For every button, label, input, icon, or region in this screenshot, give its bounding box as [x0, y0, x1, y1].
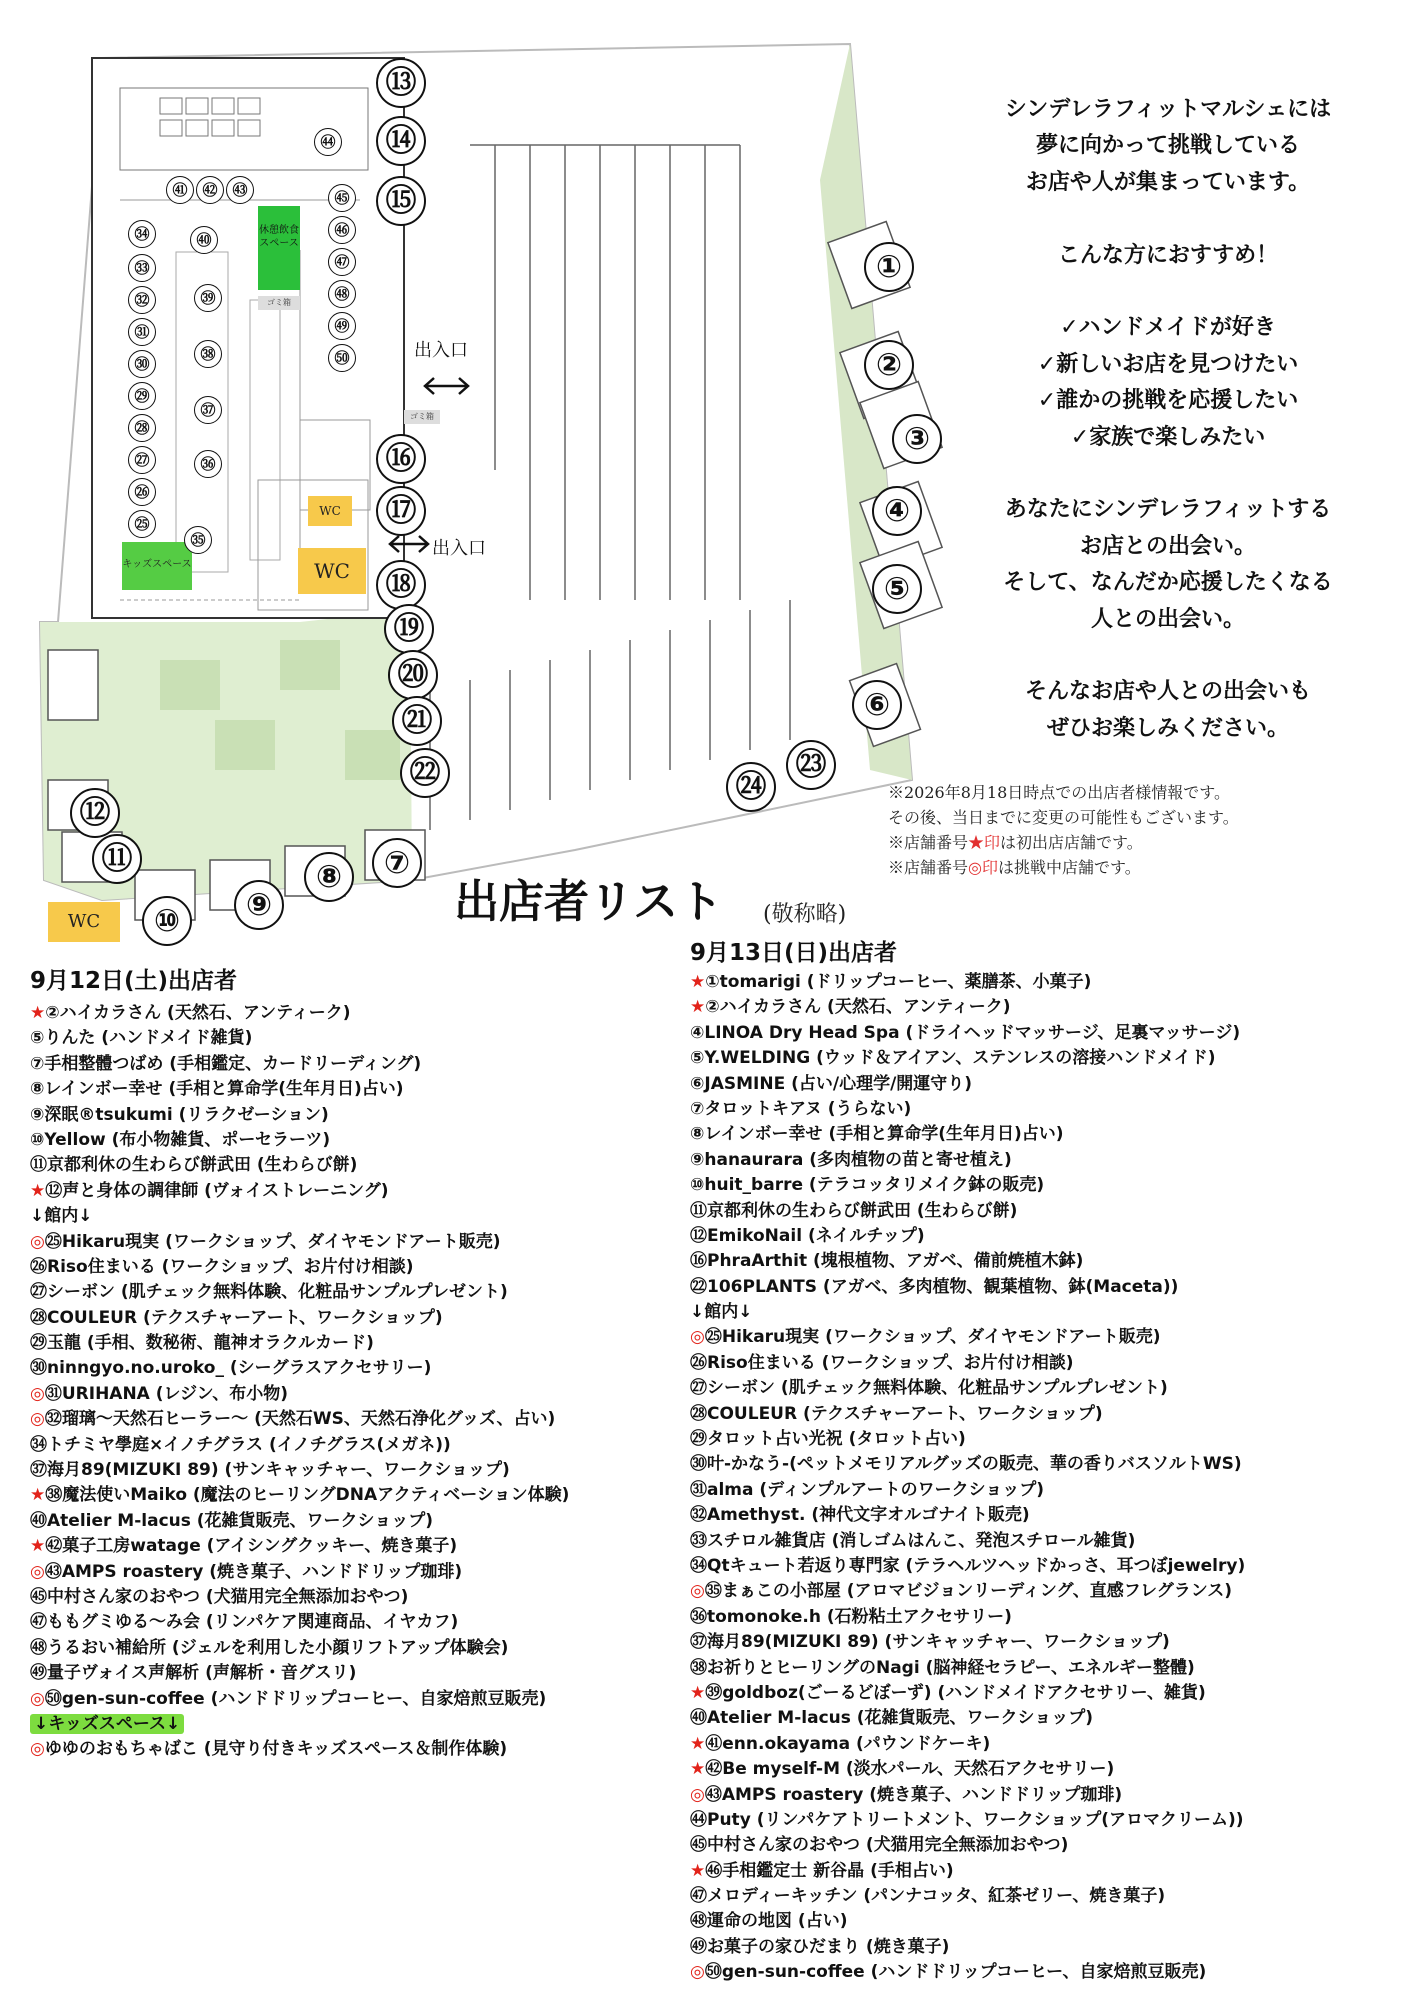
intro-line: こんな方におすすめ！ — [1057, 242, 1279, 268]
vendor-entry — [30, 1636, 680, 1661]
vendor-text: ㉙玉龍 (手相、数秘術、龍神オラクルカード) — [30, 1333, 374, 1354]
intro-line: お店との出会い。 — [1079, 533, 1256, 559]
vendor-entry — [690, 1783, 1400, 1808]
vendor-entry — [690, 1325, 1400, 1350]
vendor-text: ㊷菓子工房watage (アイシングクッキー、焼き菓子) — [45, 1536, 458, 1557]
vendor-text: ㊼ももグミゆる〜み会 (リンパケア関連商品、イヤカフ) — [30, 1612, 459, 1633]
vendor-entry — [690, 1681, 1400, 1706]
vendor-text: ㊸AMPS roastery (焼き菓子、ハンドドリップ珈琲) — [44, 1561, 463, 1582]
vendor-entry — [690, 1249, 1400, 1274]
vendor-text: ㉖Riso住まいる (ワークショップ、お片付け相談) — [690, 1352, 1074, 1373]
note-line: ※2026年8月18日時点での出店者様情報です。 — [888, 783, 1230, 802]
rest-eating-space: 休憩飲食スペース — [258, 206, 300, 290]
intro-line: そして、なんだか応援したくなる — [1003, 570, 1333, 596]
day1-heading: 9月12日(土)出店者 — [30, 968, 238, 994]
indoor-stall-marker: ㊲ — [194, 396, 222, 424]
vendor-entry — [30, 1103, 680, 1128]
indoor-stall-marker: ㉛ — [128, 318, 156, 346]
wc-large: WC — [298, 548, 366, 594]
indoor-stall-marker: ㊱ — [194, 450, 222, 478]
vendor-entry — [690, 1097, 1400, 1122]
challenge-shop-mark: ◎ — [690, 1581, 705, 1602]
vendor-text: ㊿gen-sun-coffee (ハンドドリップコーヒー、自家焙煎豆販売) — [704, 1962, 1207, 1983]
challenge-shop-mark: ◎ — [30, 1383, 45, 1404]
entrance-label-2: 出入口 — [432, 538, 486, 559]
vendor-text: ㊲海月89(MIZUKI 89) (サンキャッチャー、ワークショップ) — [30, 1460, 510, 1481]
indoor-stall-marker: ㉜ — [128, 286, 156, 314]
vendor-entry — [690, 1808, 1400, 1833]
challenge-shop-mark: ◎ — [690, 1784, 705, 1805]
indoor-stall-marker: ㊶ — [166, 176, 194, 204]
vendor-text: ㊻手相鑑定士 新谷晶 (手相占い) — [705, 1860, 954, 1881]
new-shop-mark: ★ — [690, 997, 706, 1018]
vendor-entry — [690, 1605, 1400, 1630]
indoor-stall-marker: ㊴ — [194, 284, 222, 312]
new-mark-legend: ★印 — [968, 833, 1001, 852]
new-shop-mark: ★ — [690, 1759, 706, 1780]
vendor-text: ㊺中村さん家のおやつ (犬猫用完全無添加おやつ) — [30, 1586, 409, 1607]
vendor-entry — [30, 1509, 680, 1534]
stall-marker: ㉓ — [786, 740, 836, 790]
vendor-entry — [30, 1661, 680, 1686]
vendor-entry — [30, 1458, 680, 1483]
indoor-stall-marker: ㉖ — [128, 478, 156, 506]
stall-marker: ⑲ — [384, 604, 434, 654]
vendor-entry — [690, 1478, 1400, 1503]
vendor-entry — [690, 970, 1400, 995]
vendor-entry — [30, 1407, 680, 1432]
stall-marker: ⑳ — [388, 650, 438, 700]
indoor-stall-marker: ㉝ — [128, 254, 156, 282]
new-shop-mark: ★ — [30, 1003, 46, 1023]
vendor-entry — [690, 1859, 1400, 1884]
title-suffix: (敬称略) — [763, 902, 847, 927]
new-shop-mark: ★ — [690, 972, 706, 992]
stall-marker: ① — [864, 242, 914, 292]
stall-marker: ⑥ — [852, 680, 902, 730]
vendor-entry — [690, 1630, 1400, 1655]
vendor-entry — [690, 1757, 1400, 1782]
intro-line: ぜひお楽しみください。 — [1046, 715, 1289, 741]
vendor-text: ㊴goldboz(ごーるどぼーず) (ハンドメイドアクセサリー、雑貨) — [705, 1682, 1206, 1703]
intro-line: ✓家族で楽しみたい — [1070, 424, 1266, 450]
vendor-entry — [30, 1585, 680, 1610]
vendor-text: ㊳魔法使いMaiko (魔法のヒーリングDNAアクティベーション体験) — [45, 1485, 570, 1506]
trash-bin-2: ゴミ箱 — [404, 410, 440, 424]
vendor-text: ㉘COULEUR (テクスチャーアート、ワークショップ) — [690, 1403, 1103, 1424]
vendor-entry — [690, 1148, 1400, 1173]
vendor-entry — [30, 1026, 680, 1051]
vendor-text: ⑨hanaurara (多肉植物の苗と寄せ植え) — [690, 1149, 1012, 1170]
wc-outdoor: WC — [48, 902, 120, 942]
vendor-entry — [690, 1935, 1400, 1960]
vendor-entry — [690, 1732, 1400, 1757]
vendor-entry — [30, 1534, 680, 1559]
indoor-stall-marker: ㉟ — [184, 526, 212, 554]
vendor-entry — [690, 1402, 1400, 1427]
vendor-entry — [30, 1153, 680, 1178]
indoor-stall-marker: ㉞ — [128, 220, 156, 248]
stall-marker: ④ — [872, 486, 922, 536]
vendor-text: ⑩huit_barre (テラコッタリメイク鉢の販売) — [690, 1175, 1045, 1196]
vendor-entry — [30, 1077, 680, 1102]
indoor-stall-marker: ㊷ — [196, 176, 224, 204]
vendor-entry — [690, 1072, 1400, 1097]
vendor-text: ㉙タロット占い光祝 (タロット占い) — [690, 1429, 966, 1450]
vendor-text: ↓館内↓ — [690, 1302, 753, 1323]
stall-marker: ⑦ — [372, 838, 422, 888]
indoor-stall-marker: ㉚ — [128, 350, 156, 378]
vendor-entry — [690, 995, 1400, 1020]
vendor-text: ㉜Amethyst. (神代文字オルゴナイト販売) — [690, 1505, 1030, 1526]
vendor-text: ㊲海月89(MIZUKI 89) (サンキャッチャー、ワークショップ) — [690, 1632, 1170, 1653]
vendor-text: ㉛alma (ディンプルアートのワークショップ) — [690, 1479, 1045, 1500]
new-shop-mark: ★ — [690, 1860, 706, 1881]
vendor-entry — [30, 1052, 680, 1077]
vendor-entry — [30, 1483, 680, 1508]
intro-line — [948, 274, 1388, 310]
vendor-entry — [690, 1376, 1400, 1401]
vendor-entry — [690, 1199, 1400, 1224]
intro-line: ✓誰かの挑戦を応援したい — [1037, 388, 1299, 414]
vendor-text: ㉒106PLANTS (アガベ、多肉植物、観葉植物、鉢(Maceta)) — [690, 1276, 1179, 1297]
vendor-entry — [30, 1001, 680, 1026]
indoor-stall-marker: ㉘ — [128, 414, 156, 442]
vendor-text: ㊸AMPS roastery (焼き菓子、ハンドドリップ珈琲) — [704, 1784, 1123, 1805]
vendor-entry — [690, 1122, 1400, 1147]
stall-marker: ⑯ — [376, 434, 426, 484]
vendor-text: ⑤Y.WELDING (ウッド＆アイアン、ステンレスの溶接ハンドメイド) — [690, 1048, 1216, 1069]
vendor-text: ㊽運命の地図 (占い) — [690, 1911, 848, 1932]
stall-marker: ⑬ — [376, 58, 426, 108]
vendor-entry — [690, 1021, 1400, 1046]
vendor-text: ㊶enn.okayama (パウンドケーキ) — [705, 1733, 991, 1754]
vendor-entry — [30, 1433, 680, 1458]
vendor-text: ㊾量子ヴォイス声解析 (声解析・音グスリ) — [30, 1663, 357, 1684]
vendor-text: ㉞トチミヤ學庭×イノチグラス (イノチグラス(メガネ)) — [30, 1434, 451, 1455]
vendor-text: ㉞Qtキュート若返り専門家 (テラヘルツヘッドかっさ、耳つぼjewelry) — [690, 1555, 1246, 1576]
vendor-text: ㊾お菓子の家ひだまり (焼き菓子) — [690, 1936, 950, 1957]
vendor-entry — [690, 1173, 1400, 1198]
challenge-shop-mark: ◎ — [30, 1409, 45, 1430]
vendor-text: ⑪京都利休の生わらび餅武田 (生わらび餅) — [30, 1155, 358, 1176]
stall-marker: ㉒ — [400, 748, 450, 798]
kids-space: キッズスペース — [122, 542, 192, 590]
vendor-entry — [690, 1452, 1400, 1477]
vendor-entry — [690, 1909, 1400, 1934]
vendor-entry — [690, 1503, 1400, 1528]
vendor-text: ㊷Be myself-M (淡水パール、天然石アクセサリー) — [705, 1759, 1115, 1780]
vendor-entry — [30, 1128, 680, 1153]
stall-marker: ㉔ — [726, 762, 776, 812]
vendor-text: ㉚ninngyo.no.uroko_ (シーグラスアクセサリー) — [30, 1358, 432, 1379]
new-shop-mark: ★ — [690, 1682, 706, 1703]
vendor-entry — [30, 1179, 680, 1204]
vendor-text: ㉕Hikaru現実 (ワークショップ、ダイヤモンドアート販売) — [704, 1327, 1161, 1348]
vendor-entry — [30, 1255, 680, 1280]
vendor-text: ㊳お祈りとヒーリングのNagi (脳神経セラピー、エネルギー整體) — [690, 1657, 1195, 1678]
vendor-text: ⑥JASMINE (占い/心理学/開運守り) — [690, 1073, 973, 1094]
vendor-text: ㊵Atelier M-lacus (花雑貨販売、ワークショップ) — [690, 1708, 1093, 1729]
vendor-text: ㉖Riso住まいる (ワークショップ、お片付け相談) — [30, 1256, 414, 1277]
stall-marker: ⑮ — [376, 176, 426, 226]
challenge-shop-mark: ◎ — [690, 1327, 705, 1348]
vendor-entry — [30, 1230, 680, 1255]
indoor-stall-marker: ㊹ — [314, 128, 342, 156]
vendor-entry — [690, 1224, 1400, 1249]
vendor-text: ㉘COULEUR (テクスチャーアート、ワークショップ) — [30, 1307, 443, 1328]
vendor-entry — [30, 1306, 680, 1331]
day1-vendor-list — [30, 1001, 680, 1763]
challenge-shop-mark: ◎ — [30, 1561, 45, 1582]
indoor-stall-marker: ㊽ — [328, 280, 356, 308]
vendor-text: ↓キッズスペース↓ — [30, 1714, 184, 1734]
vendor-entry — [30, 1280, 680, 1305]
vendor-text: ㊿gen-sun-coffee (ハンドドリップコーヒー、自家焙煎豆販売) — [44, 1688, 547, 1709]
vendor-text: ⑫EmikoNail (ネイルチップ) — [690, 1225, 925, 1246]
vendor-text: ⑪京都利休の生わらび餅武田 (生わらび餅) — [690, 1200, 1018, 1221]
trash-bin-1: ゴミ箱 — [258, 296, 300, 310]
intro-message — [948, 92, 1388, 747]
vendor-text: ⑯PhraArthit (塊根植物、アガベ、備前焼植木鉢) — [690, 1251, 1084, 1272]
vendor-text: ⑦タロットキアヌ (うらない) — [690, 1098, 912, 1119]
vendor-entry — [690, 1427, 1400, 1452]
new-shop-mark: ★ — [690, 1733, 706, 1754]
intro-line: シンデレラフィットマルシェには — [1004, 97, 1332, 122]
stall-marker: ③ — [892, 414, 942, 464]
vendor-text: ㉗シーボン (肌チェック無料体験、化粧品サンプルプレゼント) — [690, 1378, 1168, 1399]
vendor-text: ④LINOA Dry Head Spa (ドライヘッドマッサージ、足裏マッサージ) — [690, 1022, 1241, 1043]
vendor-entry — [30, 1356, 680, 1381]
vendor-entry — [30, 1560, 680, 1585]
indoor-stall-marker: ㊵ — [190, 226, 218, 254]
vendor-text: ⑤りんた (ハンドメイド雑貨) — [30, 1028, 253, 1049]
vendor-entry — [690, 1046, 1400, 1071]
vendor-entry — [30, 1382, 680, 1407]
vendor-text: ㉝スチロル雑貨店 (消しゴムはんこ、発泡スチロール雑貨) — [690, 1530, 1136, 1551]
stall-marker: ㉑ — [392, 696, 442, 746]
stall-marker: ⑩ — [142, 896, 192, 946]
page-title: 出店者リスト — [454, 875, 724, 928]
vendor-entry — [690, 1579, 1400, 1604]
vendor-entry — [30, 1331, 680, 1356]
new-shop-mark: ★ — [30, 1485, 46, 1506]
new-shop-mark: ★ — [30, 1536, 46, 1557]
indoor-stall-marker: ㊾ — [328, 312, 356, 340]
vendor-text: ①tomarigi (ドリップコーヒー、薬膳茶、小菓子) — [705, 972, 1092, 992]
vendor-entry — [690, 1833, 1400, 1858]
intro-line: あなたにシンデレラフィットする — [1004, 497, 1332, 523]
vendor-text: ⑫声と身体の調律師 (ヴォイストレーニング) — [45, 1180, 389, 1201]
vendor-text: ㊺中村さん家のおやつ (犬猫用完全無添加おやつ) — [690, 1835, 1069, 1856]
vendor-text: ⑦手相整體つばめ (手相鑑定、カードリーディング) — [30, 1053, 422, 1074]
intro-line: そんなお店や人との出会いも — [1024, 679, 1311, 705]
indoor-stall-marker: ㊿ — [328, 344, 356, 372]
stall-marker: ⑫ — [70, 788, 120, 838]
challenge-shop-mark: ◎ — [30, 1688, 45, 1709]
stall-marker: ⑤ — [872, 564, 922, 614]
indoor-stall-marker: ㉕ — [128, 510, 156, 538]
indoor-stall-marker: ㊺ — [328, 184, 356, 212]
stall-marker: ⑨ — [234, 880, 284, 930]
vendor-text: ㉟まぁこの小部屋 (アロマビジョンリーディング、直感フレグランス) — [704, 1581, 1233, 1602]
vendor-entry — [690, 1554, 1400, 1579]
intro-line: ✓新しいお店を見つけたい — [1037, 351, 1299, 377]
wc-small: WC — [308, 496, 352, 526]
notes — [888, 780, 1239, 880]
note-line: ※店舗番号◎印は挑戦中店舗です。 — [888, 858, 1141, 877]
indoor-stall-marker: ㊼ — [328, 248, 356, 276]
intro-line — [948, 638, 1388, 674]
note-line: その後、当日までに変更の可能性もございます。 — [888, 808, 1239, 827]
vendor-text: ㊱tomonoke.h (石粉粘土アクセサリー) — [690, 1606, 1012, 1627]
vendor-entry — [30, 1712, 680, 1737]
challenge-shop-mark: ◎ — [30, 1739, 45, 1760]
stall-marker: ⑭ — [376, 116, 426, 166]
intro-line: ✓ハンドメイドが好き — [1060, 315, 1276, 341]
vendor-text: ㉜瑠璃〜天然石ヒーラー〜 (天然石WS、天然石浄化グッズ、占い) — [44, 1409, 556, 1430]
vendor-entry — [30, 1737, 680, 1762]
intro-line: 夢に向かって挑戦している — [1035, 133, 1300, 159]
intro-line: お店や人が集まっています。 — [1025, 169, 1311, 195]
vendor-entry — [690, 1960, 1400, 1985]
vendor-text: ⑧レインボー幸せ (手相と算命学(生年月日)占い) — [690, 1124, 1064, 1145]
vendor-entry — [690, 1656, 1400, 1681]
vendor-text: ↓館内↓ — [30, 1206, 93, 1227]
vendor-entry — [690, 1351, 1400, 1376]
stall-marker: ⑰ — [376, 486, 426, 536]
vendor-text: ㊵Atelier M-lacus (花雑貨販売、ワークショップ) — [30, 1510, 433, 1531]
day2-vendor-list — [690, 970, 1400, 1986]
vendor-text: ㉗シーボン (肌チェック無料体験、化粧品サンプルプレゼント) — [30, 1282, 508, 1303]
stall-marker: ⑱ — [376, 560, 426, 610]
vendor-text: ㊼メロディーキッチン (パンナコッタ、紅茶ゼリー、焼き菓子) — [690, 1886, 1166, 1907]
stall-marker: ⑧ — [304, 852, 354, 902]
vendor-entry — [30, 1204, 680, 1229]
indoor-stall-marker: ㉗ — [128, 446, 156, 474]
vendor-text: ㉚叶-かなう-(ペットメモリアルグッズの販売、華の香りバスソルトWS) — [690, 1454, 1242, 1475]
note-line: ※店舗番号★印は初出店店舗です。 — [888, 833, 1143, 852]
vendor-text: ⑩Yellow (布小物雑貨、ポーセラーツ) — [30, 1129, 331, 1150]
vendor-entry — [690, 1529, 1400, 1554]
vendor-text: ㊽うるおい補給所 (ジェルを利用した小顔リフトアップ体験会) — [30, 1637, 509, 1658]
vendor-entry — [690, 1706, 1400, 1731]
intro-line: 人との出会い。 — [1090, 606, 1245, 632]
vendor-text: ㉛URIHANA (レジン、布小物) — [44, 1383, 289, 1404]
intro-line — [948, 201, 1388, 237]
vendor-text: ②ハイカラさん (天然石、アンティーク) — [45, 1003, 351, 1023]
day2-heading: 9月13日(日)出店者 — [690, 940, 898, 966]
challenge-shop-mark: ◎ — [30, 1231, 45, 1252]
vendor-text: ②ハイカラさん (天然石、アンティーク) — [705, 997, 1011, 1018]
vendor-text: ㊹Puty (リンパケアトリートメント、ワークショップ(アロマクリーム)) — [690, 1809, 1244, 1830]
vendor-text: ㉕Hikaru現実 (ワークショップ、ダイヤモンドアート販売) — [44, 1231, 501, 1252]
vendor-entry — [30, 1687, 680, 1712]
intro-line — [948, 456, 1388, 492]
entrance-label-1: 出入口 — [414, 340, 468, 361]
indoor-stall-marker: ㊳ — [194, 340, 222, 368]
vendor-text: ⑨深眠®tsukumi (リラクゼーション) — [30, 1104, 329, 1125]
vendor-text: ゆゆのおもちゃばこ (見守り付きキッズスペース＆制作体験) — [44, 1739, 508, 1760]
vendor-text: ⑧レインボー幸せ (手相と算命学(生年月日)占い) — [30, 1079, 404, 1100]
vendor-entry — [30, 1610, 680, 1635]
challenge-mark-legend: ◎印 — [968, 858, 998, 877]
vendor-entry — [690, 1300, 1400, 1325]
new-shop-mark: ★ — [30, 1180, 46, 1201]
stall-marker: ⑪ — [92, 834, 142, 884]
challenge-shop-mark: ◎ — [690, 1962, 705, 1983]
indoor-stall-marker: ㊻ — [328, 216, 356, 244]
vendor-entry — [690, 1884, 1400, 1909]
stall-marker: ② — [864, 340, 914, 390]
vendor-entry — [690, 1275, 1400, 1300]
indoor-stall-marker: ㉙ — [128, 382, 156, 410]
indoor-stall-marker: ㊸ — [226, 176, 254, 204]
